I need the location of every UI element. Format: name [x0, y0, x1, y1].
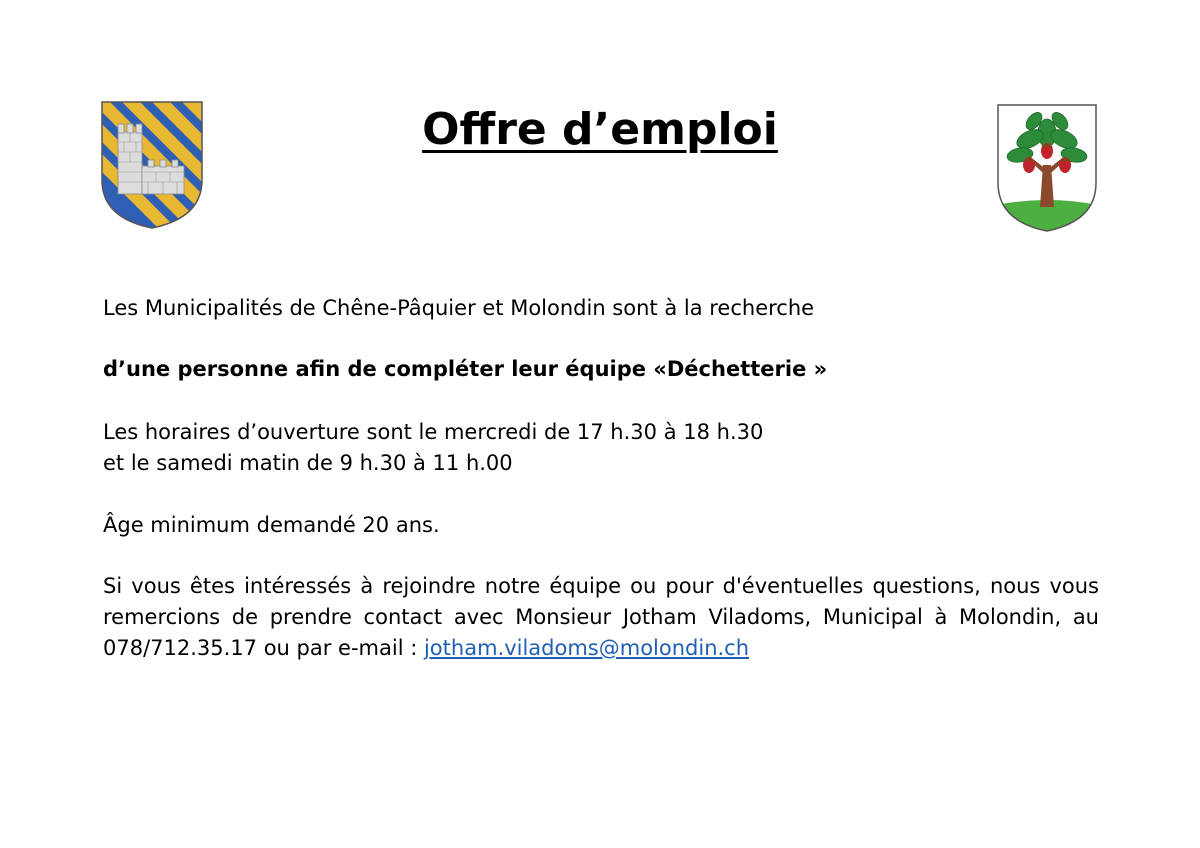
opening-hours-line-1: Les horaires d’ouverture sont le mercredi de 17 h.30 à 18 h.30	[103, 420, 764, 444]
minimum-age-text: Âge minimum demandé 20 ans.	[103, 513, 440, 537]
opening-hours-line-2: et le samedi matin de 9 h.30 à 11 h.00	[103, 451, 513, 475]
job-role-text: d’une personne afin de compléter leur équipe «Déchetterie »	[103, 357, 828, 381]
email-link[interactable]: jotham.viladoms@molondin.ch	[423, 636, 750, 660]
contact-text: Si vous êtes intéressés à rejoindre notre équipe ou pour d'éventuelles questions, nous vous remercions de prendre contact avec Monsieur Jotham Viladoms, Municipal à Molondin, au 078/712.35.17 ou par e-mail :	[103, 574, 1099, 660]
oak-tree-coat-of-arms-icon	[996, 103, 1098, 233]
opening-hours	[103, 417, 1099, 479]
intro-text: Les Municipalités de Chêne-Pâquier et Molondin sont à la recherche	[103, 296, 815, 320]
contact-paragraph	[103, 571, 1099, 664]
page-title: Offre d’emploi	[422, 104, 778, 155]
